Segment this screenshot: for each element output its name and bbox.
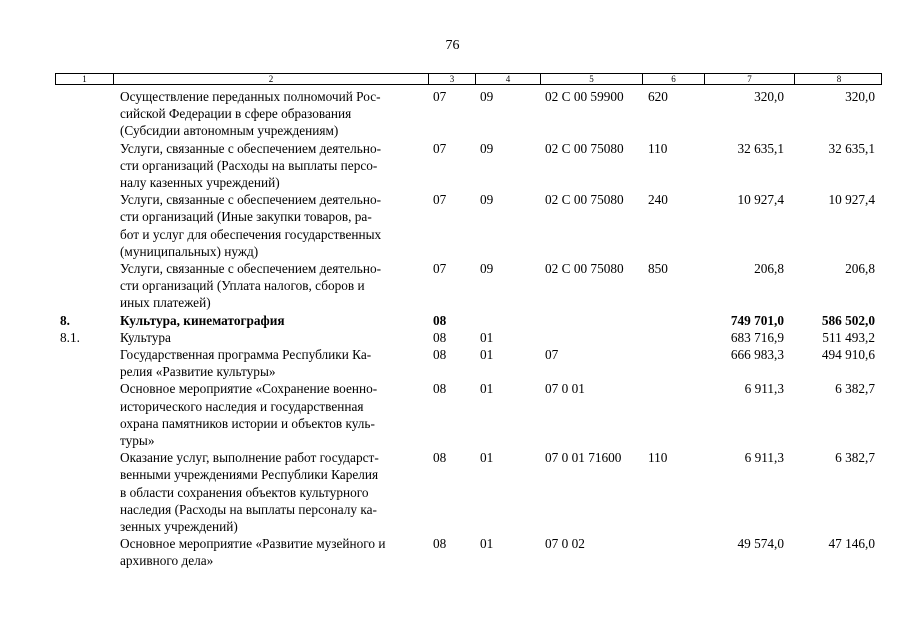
row-amount-year1: 749 701,0 [730, 312, 784, 328]
table-row [55, 140, 883, 192]
row-target-code: 02 С 00 75080 [545, 261, 624, 277]
table-row [55, 346, 883, 380]
header-col-3: 3 [428, 74, 475, 84]
table-header [55, 73, 882, 85]
row-name [120, 346, 425, 380]
row-name-line: (Субсидии автономным учреждениям) [120, 123, 339, 139]
row-section: 07 [433, 261, 447, 277]
row-expense-type: 110 [648, 140, 668, 156]
row-target-code: 02 С 00 75080 [545, 192, 624, 208]
row-amount-year2: 10 927,4 [828, 192, 875, 208]
row-number: 8.1. [60, 329, 80, 345]
row-name-line: Услуги, связанные с обеспечением деятельно- [120, 261, 382, 277]
row-name [120, 380, 425, 449]
header-col-1: 1 [82, 74, 87, 84]
header-col-6: 6 [642, 74, 704, 84]
row-name-line: (муниципальных) нужд) [120, 243, 259, 259]
row-amount-year2: 586 502,0 [821, 312, 875, 328]
row-amount-year1: 206,8 [754, 261, 784, 277]
header-col-2: 2 [113, 74, 428, 84]
row-name-line: Осуществление переданных полномочий Рос- [120, 89, 381, 104]
row-name-line: Услуги, связанные с обеспечением деятельно- [120, 140, 382, 156]
row-name-line: сти организаций (Иные закупки товаров, ра- [120, 209, 372, 225]
page-number: 76 [445, 38, 460, 53]
row-expense-type: 240 [648, 192, 668, 208]
row-name [120, 191, 425, 260]
row-amount-year1: 49 574,0 [737, 536, 784, 552]
row-amount-year1: 6 911,3 [744, 450, 784, 466]
row-name-line: исторического наследия и государственная [120, 398, 364, 414]
row-name [120, 329, 425, 346]
row-amount-year1: 666 983,3 [730, 347, 784, 363]
row-amount-year2: 494 910,6 [821, 347, 875, 363]
row-name-line: зенных учреждений) [120, 519, 238, 535]
row-target-code: 02 С 00 59900 [545, 89, 624, 104]
table-row [55, 260, 883, 312]
row-section: 07 [433, 140, 447, 156]
row-amount-year2: 320,0 [845, 89, 875, 104]
row-name-line: охрана памятников истории и объектов куль- [120, 415, 375, 431]
row-name [120, 260, 425, 312]
row-section: 08 [433, 381, 447, 397]
row-amount-year1: 683 716,9 [730, 329, 784, 345]
row-subsection: 09 [480, 140, 494, 156]
row-subsection: 01 [480, 450, 494, 466]
row-target-code: 07 0 02 [545, 536, 585, 552]
row-target-code: 07 0 01 [545, 381, 585, 397]
row-number: 8. [60, 312, 70, 328]
row-amount-year2: 47 146,0 [828, 536, 875, 552]
row-section: 08 [433, 450, 447, 466]
row-expense-type: 850 [648, 261, 668, 277]
header-col-4: 4 [475, 74, 540, 84]
row-section: 07 [433, 192, 447, 208]
row-section: 08 [433, 312, 447, 328]
row-amount-year1: 320,0 [754, 89, 784, 104]
row-subsection: 01 [480, 381, 494, 397]
row-name-line: Услуги, связанные с обеспечением деятельно- [120, 192, 382, 208]
table-row [55, 88, 883, 140]
row-amount-year1: 32 635,1 [737, 140, 784, 156]
row-target-code: 02 С 00 75080 [545, 140, 624, 156]
header-col-5: 5 [540, 74, 642, 84]
table-row [55, 535, 883, 569]
row-amount-year1: 10 927,4 [737, 192, 784, 208]
row-amount-year1: 6 911,3 [744, 381, 784, 397]
row-subsection: 01 [480, 329, 494, 345]
row-amount-year2: 511 493,2 [822, 329, 875, 345]
row-subsection: 09 [480, 89, 494, 104]
row-name [120, 88, 425, 140]
row-target-code: 07 [545, 347, 559, 363]
row-section: 08 [433, 536, 447, 552]
row-name-line: венными учреждениями Республики Карелия [120, 467, 379, 483]
row-name-line: Основное мероприятие «Сохранение военно- [120, 381, 378, 397]
row-subsection: 09 [480, 192, 494, 208]
row-name-line: в области сохранения объектов культурного [120, 484, 369, 500]
row-name-line: налу казенных учреждений) [120, 175, 280, 191]
row-name-line: сти организаций (Расходы на выплаты персо- [120, 157, 378, 173]
row-subsection: 09 [480, 261, 494, 277]
table-row [55, 380, 883, 449]
row-name [120, 535, 425, 569]
table-row [55, 449, 883, 535]
header-col-7: 7 [704, 74, 794, 84]
row-name-line: Оказание услуг, выполнение работ государст- [120, 450, 379, 466]
table-row [55, 329, 883, 346]
row-name-line: сийской Федерации в сфере образования [120, 106, 352, 122]
row-subsection: 01 [480, 536, 494, 552]
row-expense-type: 110 [648, 450, 668, 466]
row-name-line: бот и услуг для обеспечения государственных [120, 226, 382, 242]
row-amount-year2: 6 382,7 [835, 450, 875, 466]
row-name [120, 140, 425, 192]
row-target-code: 07 0 01 71600 [545, 450, 622, 466]
row-amount-year2: 206,8 [845, 261, 875, 277]
row-name-line: Культура, кинематография [120, 312, 285, 328]
row-section: 07 [433, 89, 447, 104]
row-name-line: туры» [120, 433, 155, 449]
row-name-line: Основное мероприятие «Развитие музейного и [120, 536, 386, 552]
row-name-line: архивного дела» [120, 553, 214, 569]
budget-table [55, 88, 883, 570]
row-name-line: Государственная программа Республики Ка- [120, 347, 372, 363]
row-subsection: 01 [480, 347, 494, 363]
row-expense-type: 620 [648, 89, 668, 104]
table-row [55, 312, 883, 329]
row-name-line: Культура [120, 329, 171, 345]
row-section: 08 [433, 329, 447, 345]
row-name-line: иных платежей) [120, 295, 211, 311]
row-name-line: релия «Развитие культуры» [120, 364, 276, 380]
header-col-8: 8 [794, 74, 883, 84]
table-row [55, 191, 883, 260]
row-amount-year2: 32 635,1 [828, 140, 875, 156]
row-name [120, 312, 425, 329]
row-amount-year2: 6 382,7 [835, 381, 875, 397]
row-name-line: наследия (Расходы на выплаты персоналу ка- [120, 501, 377, 517]
row-name-line: сти организаций (Уплата налогов, сборов и [120, 278, 365, 294]
row-name [120, 449, 425, 535]
row-section: 08 [433, 347, 447, 363]
